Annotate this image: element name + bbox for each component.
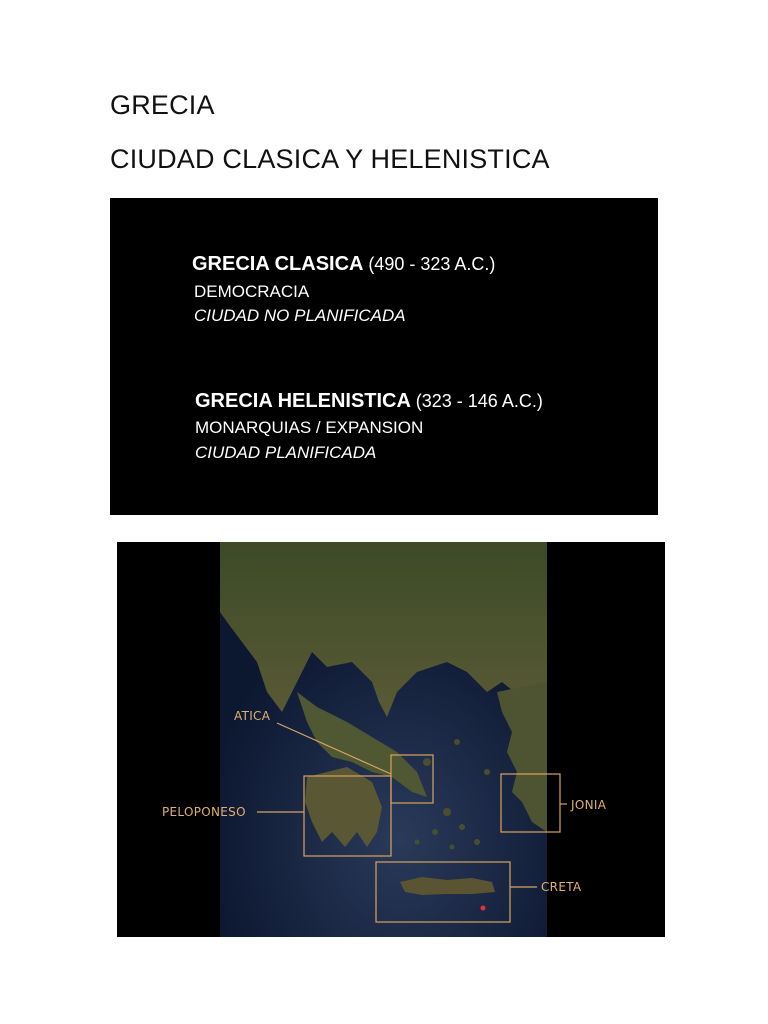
classic-name: GRECIA CLASICA [192, 253, 363, 275]
document-title: GRECIA [110, 90, 215, 120]
label-jonia: JONIA [571, 798, 607, 812]
document-subtitle: CIUDAD CLASICA Y HELENISTICA [110, 144, 550, 174]
greece-map-slide [117, 542, 665, 937]
label-creta: CRETA [541, 880, 582, 894]
marker-dot [481, 906, 486, 911]
hellenistic-line1: MONARQUIAS / EXPANSION [195, 418, 424, 437]
classic-line2: CIUDAD NO PLANIFICADA [194, 306, 406, 325]
classic-heading [192, 253, 495, 276]
hellenistic-line2: CIUDAD PLANIFICADA [195, 443, 377, 462]
classic-line1: DEMOCRACIA [194, 282, 310, 301]
label-peloponeso: PELOPONESO [162, 805, 246, 819]
hellenistic-heading [195, 390, 543, 413]
label-atica: ATICA [234, 709, 271, 723]
periods-slide [110, 198, 658, 515]
classic-dates: (490 - 323 A.C.) [368, 254, 496, 274]
hellenistic-name: GRECIA HELENISTICA [195, 390, 411, 412]
hellenistic-dates: (323 - 146 A.C.) [415, 391, 543, 411]
satellite-map [117, 542, 665, 937]
